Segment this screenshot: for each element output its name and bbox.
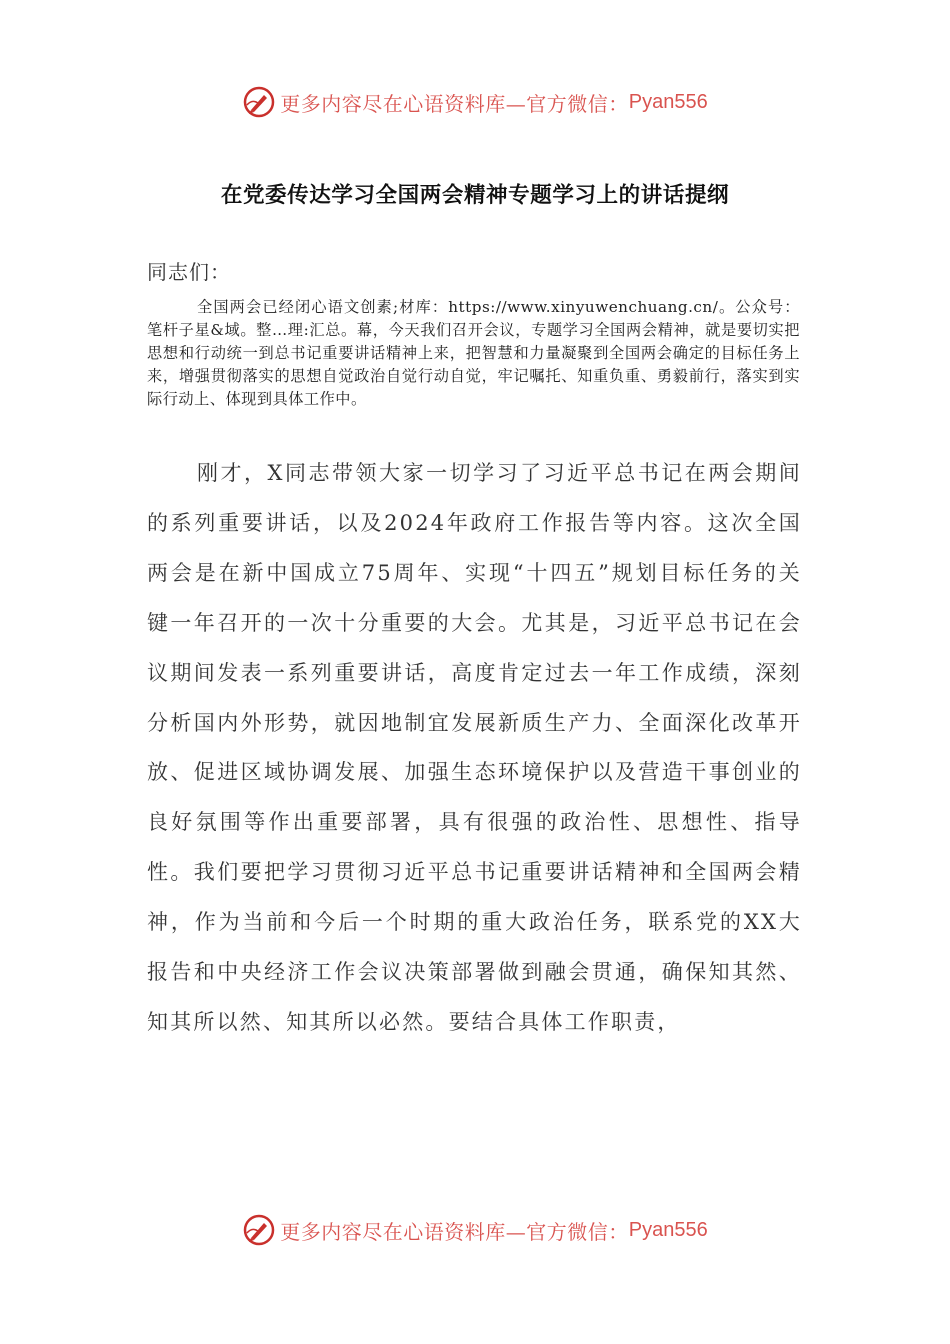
watermark-text: 更多内容尽在心语资料库—官方微信： xyxy=(280,91,629,116)
watermark-wechat-id: Pyan556 xyxy=(628,1218,708,1241)
body-paragraph: 刚才，X同志带领大家一切学习了习近平总书记在两会期间的系列重要讲话，以及2024年政府工作报告等内容。这次全国两会是在新中国成立75周年、实现“十四五”规划目标任务的关键一年召开的一次十分重要的大会。尤其是，习近平总书记在会议期间发表一系列重要讲话，高度肯定过去一年工作成绩，深刻分析国内外形势，就因地制宜发展新质生产力、全面深化改革开放、促进区域协调发展、加强生态环境保护以及营造干事创业的良好氛围等作出重要部署，具有很强的政治性、思想性、指导性。我们要把学习贯彻习近平总书记重要讲话精神和全国两会精神，作为当前和今后一个时期的重大政治任务，联系党的XX大报告和中央经济工作会议决策部署做到融会贯通，确保知其然、知其所以然、知其所以必然。要结合具体工作职责， xyxy=(147,461,802,1034)
pen-logo-icon xyxy=(242,85,276,119)
greeting: 同志们： xyxy=(147,260,231,284)
watermark-footer xyxy=(0,1210,950,1250)
document-title: 在党委传达学习全国两会精神专题学习上的讲话提纲 xyxy=(220,183,730,208)
watermark-header xyxy=(0,82,950,122)
watermark-text: 更多内容尽在心语资料库—官方微信： xyxy=(280,1219,629,1244)
watermark-wechat-id: Pyan556 xyxy=(628,90,708,113)
intro-paragraph: 全国两会已经闭心语文创素;材库：https://www.xinyuwenchuang.cn/。公众号：笔杆子星&域。整…理:汇总。幕，今天我们召开会议，专题学习全国两会精神，就是要切实把思想和行动统一到总书记重要讲话精神上来，把智慧和力量凝聚到全国两会确定的目标任务上来，增强贯彻落实的思想自觉政治自觉行动自觉，牢记嘱托、知重负重、勇毅前行，落实到实际行动上、体现到具体工作中。 xyxy=(147,298,800,408)
pen-logo-icon xyxy=(242,1213,276,1247)
